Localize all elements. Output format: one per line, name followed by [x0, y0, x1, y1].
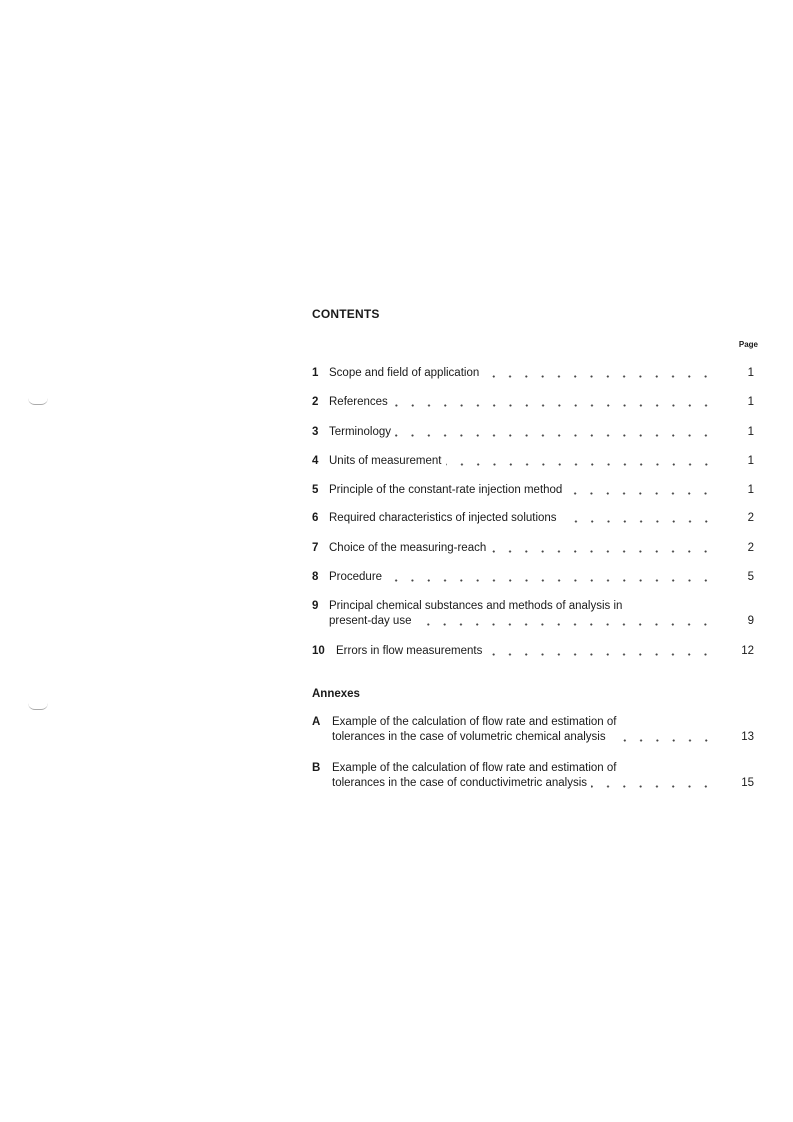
toc-entry[interactable]	[312, 570, 754, 585]
entry-title: Choice of the measuring-reach	[329, 542, 487, 554]
dot-leader	[591, 776, 720, 791]
page-column-header: Page	[738, 340, 758, 349]
entry-number: 1	[312, 367, 319, 379]
toc-entry[interactable]	[312, 511, 754, 526]
entry-number: 4	[312, 455, 319, 467]
entry-number: 7	[312, 542, 319, 554]
entry-page: 1	[747, 396, 754, 408]
annex-title-line2: tolerances in the case of volumetric chemical analysis	[332, 731, 606, 743]
entry-number: 10	[312, 645, 325, 657]
entry-title: Scope and field of application	[329, 367, 480, 379]
annex-title-line1: Example of the calculation of flow rate and estimation of	[332, 762, 617, 774]
toc-entry[interactable]	[312, 425, 754, 440]
toc-entry[interactable]	[312, 541, 754, 556]
entry-title-line2: present-day use	[329, 615, 412, 627]
entry-title: Terminology	[329, 426, 391, 438]
scan-mark	[28, 703, 48, 710]
dot-leader	[561, 511, 720, 526]
annex-page: 15	[741, 777, 754, 789]
dot-leader	[415, 614, 720, 629]
entry-number: 2	[312, 396, 319, 408]
entry-page: 2	[747, 542, 754, 554]
entry-page: 9	[747, 615, 754, 627]
toc-entry[interactable]	[312, 644, 754, 659]
entry-number: 3	[312, 426, 319, 438]
entry-title: Required characteristics of injected solutions	[329, 512, 557, 524]
entry-number: 6	[312, 512, 319, 524]
entry-page: 2	[747, 512, 754, 524]
contents-heading: CONTENTS	[312, 307, 380, 321]
toc-entry[interactable]	[312, 599, 754, 629]
entry-title-line1: Principal chemical substances and methods of analysis in	[329, 600, 623, 612]
toc-entry[interactable]	[312, 366, 754, 381]
entry-page: 1	[747, 426, 754, 438]
toc-entry[interactable]	[312, 483, 754, 498]
dot-leader	[395, 425, 720, 440]
annex-entry[interactable]	[312, 715, 754, 745]
entry-title: Procedure	[329, 571, 383, 583]
annex-title-line1: Example of the calculation of flow rate and estimation of	[332, 716, 617, 728]
annex-entry[interactable]	[312, 761, 754, 791]
annex-page: 13	[741, 731, 754, 743]
entry-page: 1	[747, 367, 754, 379]
toc-entry[interactable]	[312, 454, 754, 469]
entry-page: 5	[747, 571, 754, 583]
entry-title: Units of measurement	[329, 455, 442, 467]
dot-leader	[566, 483, 720, 498]
dot-leader	[490, 541, 720, 556]
entry-number: 5	[312, 484, 319, 496]
entry-number: 8	[312, 571, 319, 583]
dot-leader	[392, 395, 720, 410]
entry-title: Errors in flow measurements	[336, 645, 483, 657]
entry-page: 12	[741, 645, 754, 657]
dot-leader	[386, 570, 720, 585]
annex-letter: A	[312, 716, 321, 728]
dot-leader	[610, 730, 720, 745]
scan-mark	[28, 398, 48, 405]
entry-page: 1	[747, 484, 754, 496]
dot-leader	[486, 644, 720, 659]
dot-leader	[446, 454, 721, 469]
annexes-heading: Annexes	[312, 688, 360, 700]
entry-page: 1	[747, 455, 754, 467]
entry-title: Principle of the constant-rate injection method	[329, 484, 563, 496]
annex-title-line2: tolerances in the case of conductivimetric analysis	[332, 777, 588, 789]
toc-entry[interactable]	[312, 395, 754, 410]
entry-number: 9	[312, 600, 319, 612]
annex-letter: B	[312, 762, 321, 774]
entry-title: References	[329, 396, 388, 408]
dot-leader	[483, 366, 720, 381]
